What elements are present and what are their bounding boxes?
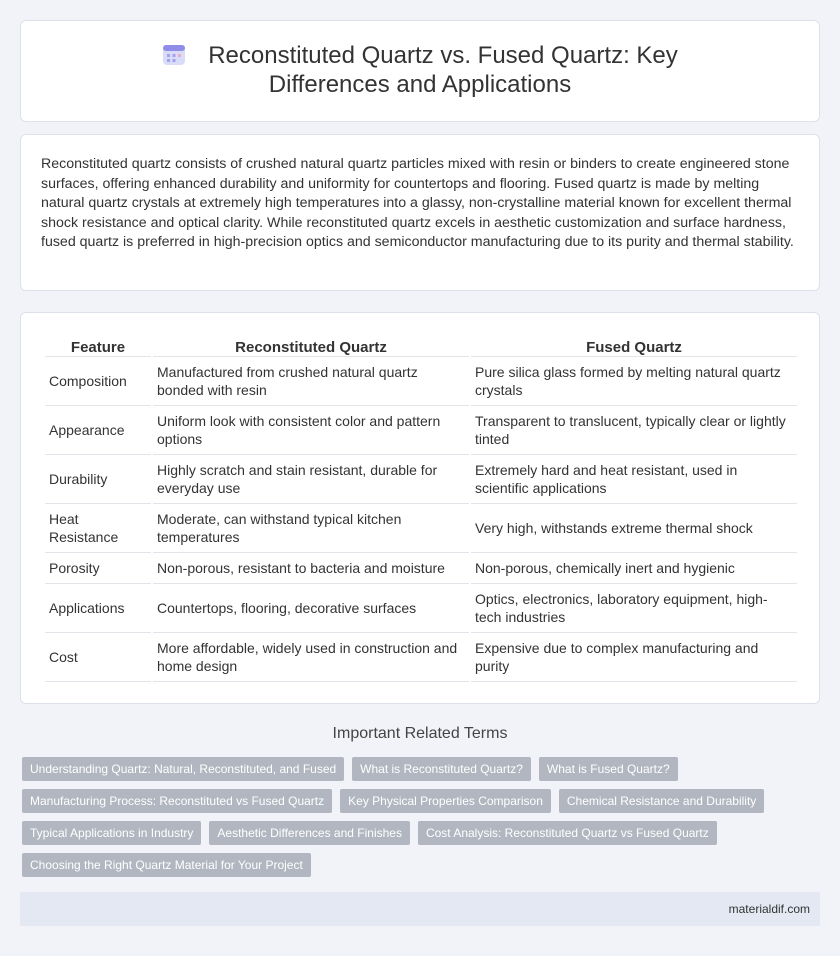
related-term-tag[interactable]: Choosing the Right Quartz Material for Your Project: [22, 853, 311, 877]
page-title: Reconstituted Quartz vs. Fused Quartz: Key Differences and Applications: [208, 42, 678, 98]
calendar-icon: [162, 42, 186, 66]
fused-cell: Pure silica glass formed by melting natural quartz crystals: [471, 357, 797, 406]
feature-cell: Composition: [45, 357, 151, 406]
reconstituted-cell: Manufactured from crushed natural quartz bonded with resin: [153, 357, 469, 406]
fused-cell: Expensive due to complex manufacturing and purity: [471, 633, 797, 682]
table-header-row: [45, 335, 797, 357]
table-row: [45, 504, 797, 553]
reconstituted-cell: Uniform look with consistent color and pattern options: [153, 406, 469, 455]
related-term-tag[interactable]: What is Fused Quartz?: [539, 757, 678, 781]
header-card: [20, 20, 820, 122]
header-reconstituted: Reconstituted Quartz: [153, 335, 469, 357]
header-fused: Fused Quartz: [471, 335, 797, 357]
page-title-wrap: [21, 41, 819, 99]
related-term-tag[interactable]: Typical Applications in Industry: [22, 821, 201, 845]
table-row: [45, 553, 797, 584]
feature-cell: Appearance: [45, 406, 151, 455]
feature-cell: Cost: [45, 633, 151, 682]
table-row: [45, 406, 797, 455]
footer: [20, 892, 820, 926]
related-term-tag[interactable]: Key Physical Properties Comparison: [340, 789, 551, 813]
table-row: [45, 633, 797, 682]
reconstituted-cell: Moderate, can withstand typical kitchen temperatures: [153, 504, 469, 553]
related-term-tag[interactable]: Cost Analysis: Reconstituted Quartz vs Fused Quartz: [418, 821, 717, 845]
feature-cell: Applications: [45, 584, 151, 633]
feature-cell: Durability: [45, 455, 151, 504]
intro-card: [20, 134, 820, 291]
table-row: [45, 455, 797, 504]
related-terms-heading: Important Related Terms: [332, 725, 508, 742]
comparison-table: [43, 335, 799, 682]
fused-cell: Transparent to translucent, typically clear or lightly tinted: [471, 406, 797, 455]
reconstituted-cell: More affordable, widely used in construction and home design: [153, 633, 469, 682]
related-term-tag[interactable]: Aesthetic Differences and Finishes: [209, 821, 410, 845]
intro-text: Reconstituted quartz consists of crushed natural quartz particles mixed with resin or binders to create engineered stone surfaces, offering enhanced durability and uniformity for countertops and flooring. Fused quartz is made by melting natural quartz crystals at extremely high temperatures into a glassy, non-crystalline material known for excellent thermal shock resistance and optical clarity. While reconstituted quartz excels in aesthetic customization and surface hardness, fused quartz is preferred in high-precision optics and semiconductor manufacturing due to its purity and thermal stability.: [41, 156, 794, 250]
reconstituted-cell: Countertops, flooring, decorative surfaces: [153, 584, 469, 633]
related-term-tag[interactable]: What is Reconstituted Quartz?: [352, 757, 531, 781]
comparison-card: [20, 312, 820, 704]
reconstituted-cell: Non-porous, resistant to bacteria and moisture: [153, 553, 469, 584]
header-feature: Feature: [45, 335, 151, 357]
table-row: [45, 584, 797, 633]
fused-cell: Very high, withstands extreme thermal shock: [471, 504, 797, 553]
related-term-tag[interactable]: Manufacturing Process: Reconstituted vs Fused Quartz: [22, 789, 332, 813]
footer-site-link[interactable]: materialdif.com: [728, 902, 810, 916]
related-term-tag[interactable]: Chemical Resistance and Durability: [559, 789, 764, 813]
feature-cell: Heat Resistance: [45, 504, 151, 553]
fused-cell: Non-porous, chemically inert and hygienic: [471, 553, 797, 584]
related-term-tag[interactable]: Understanding Quartz: Natural, Reconstituted, and Fused: [22, 757, 344, 781]
fused-cell: Extremely hard and heat resistant, used in scientific applications: [471, 455, 797, 504]
feature-cell: Porosity: [45, 553, 151, 584]
reconstituted-cell: Highly scratch and stain resistant, durable for everyday use: [153, 455, 469, 504]
related-terms-list: [22, 757, 812, 877]
fused-cell: Optics, electronics, laboratory equipment, high-tech industries: [471, 584, 797, 633]
table-row: [45, 357, 797, 406]
